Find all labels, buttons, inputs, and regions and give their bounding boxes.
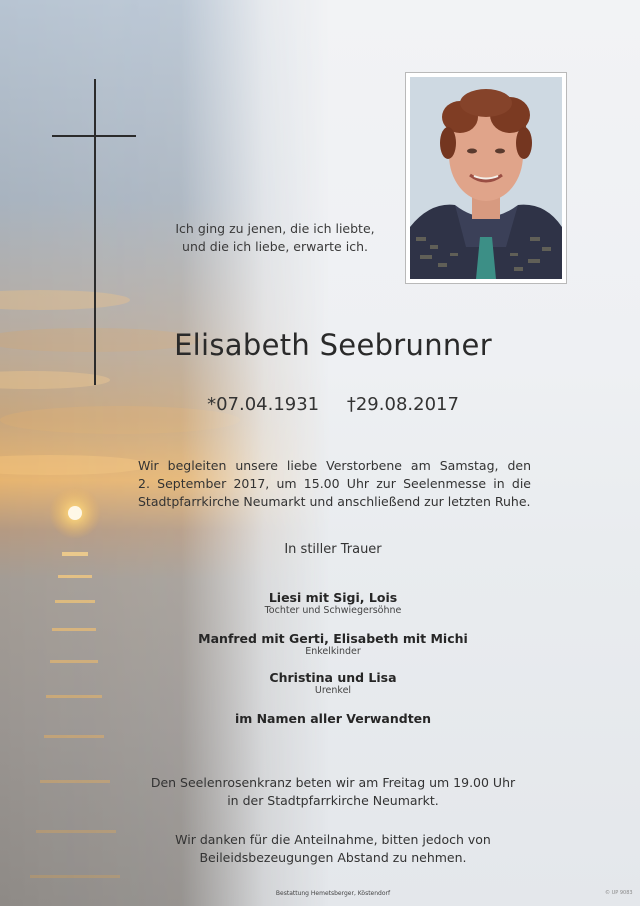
life-dates — [0, 394, 640, 415]
announcement-line: Stadtpfarrkirche Neumarkt und anschließend zur letzten Ruhe. — [138, 494, 531, 509]
memorial-quote — [150, 220, 400, 256]
mourner-relation: Tochter und Schwiegersöhne — [264, 605, 402, 616]
mourning-header: In stiller Trauer — [284, 542, 382, 557]
mourner-group — [150, 631, 516, 657]
funeral-announcement — [138, 457, 531, 511]
mourner-relation: Urenkel — [314, 685, 352, 696]
rosary-notice — [150, 774, 516, 810]
portrait-photo — [410, 77, 562, 279]
birth-date: *07.04.1931 — [207, 394, 320, 415]
mourner-group — [150, 670, 516, 696]
rosary-line: in der Stadtpfarrkirche Neumarkt. — [227, 793, 439, 808]
mourner-name: im Namen aller Verwandten — [234, 711, 432, 726]
mourner-relation: Enkelkinder — [305, 646, 361, 657]
mourner-group — [150, 711, 516, 726]
cross-icon-bar — [52, 135, 136, 137]
thanks-line: Wir danken für die Anteilnahme, bitten jedoch von — [175, 832, 491, 847]
quote-line: und die ich liebe, erwarte ich. — [182, 239, 368, 254]
copyright-mark: © UP 9083 — [605, 890, 633, 896]
mourner-name: Manfred mit Gerti, Elisabeth mit Michi — [198, 631, 468, 646]
portrait-photo-frame — [405, 72, 567, 284]
thanks-line: Beileidsbezeugungen Abstand zu nehmen. — [199, 850, 467, 865]
death-date: †29.08.2017 — [346, 394, 459, 415]
mourner-name: Liesi mit Sigi, Lois — [268, 590, 398, 605]
thanks-notice — [150, 831, 516, 867]
rosary-line: Den Seelenrosenkranz beten wir am Freitag um 19.00 Uhr — [150, 775, 516, 790]
announcement-line: Wir begleiten unsere liebe Verstorbene am Samstag, den — [138, 458, 531, 473]
mourner-name: Christina und Lisa — [269, 670, 397, 685]
quote-line: Ich ging zu jenen, die ich liebte, — [175, 221, 375, 236]
deceased-name: Elisabeth Seebrunner — [174, 328, 492, 362]
mourner-group — [150, 590, 516, 616]
undertaker-credit: Bestattung Hemetsberger, Köstendorf — [275, 890, 391, 897]
announcement-line: 2. September 2017, um 15.00 Uhr zur Seelenmesse in die — [138, 476, 531, 491]
